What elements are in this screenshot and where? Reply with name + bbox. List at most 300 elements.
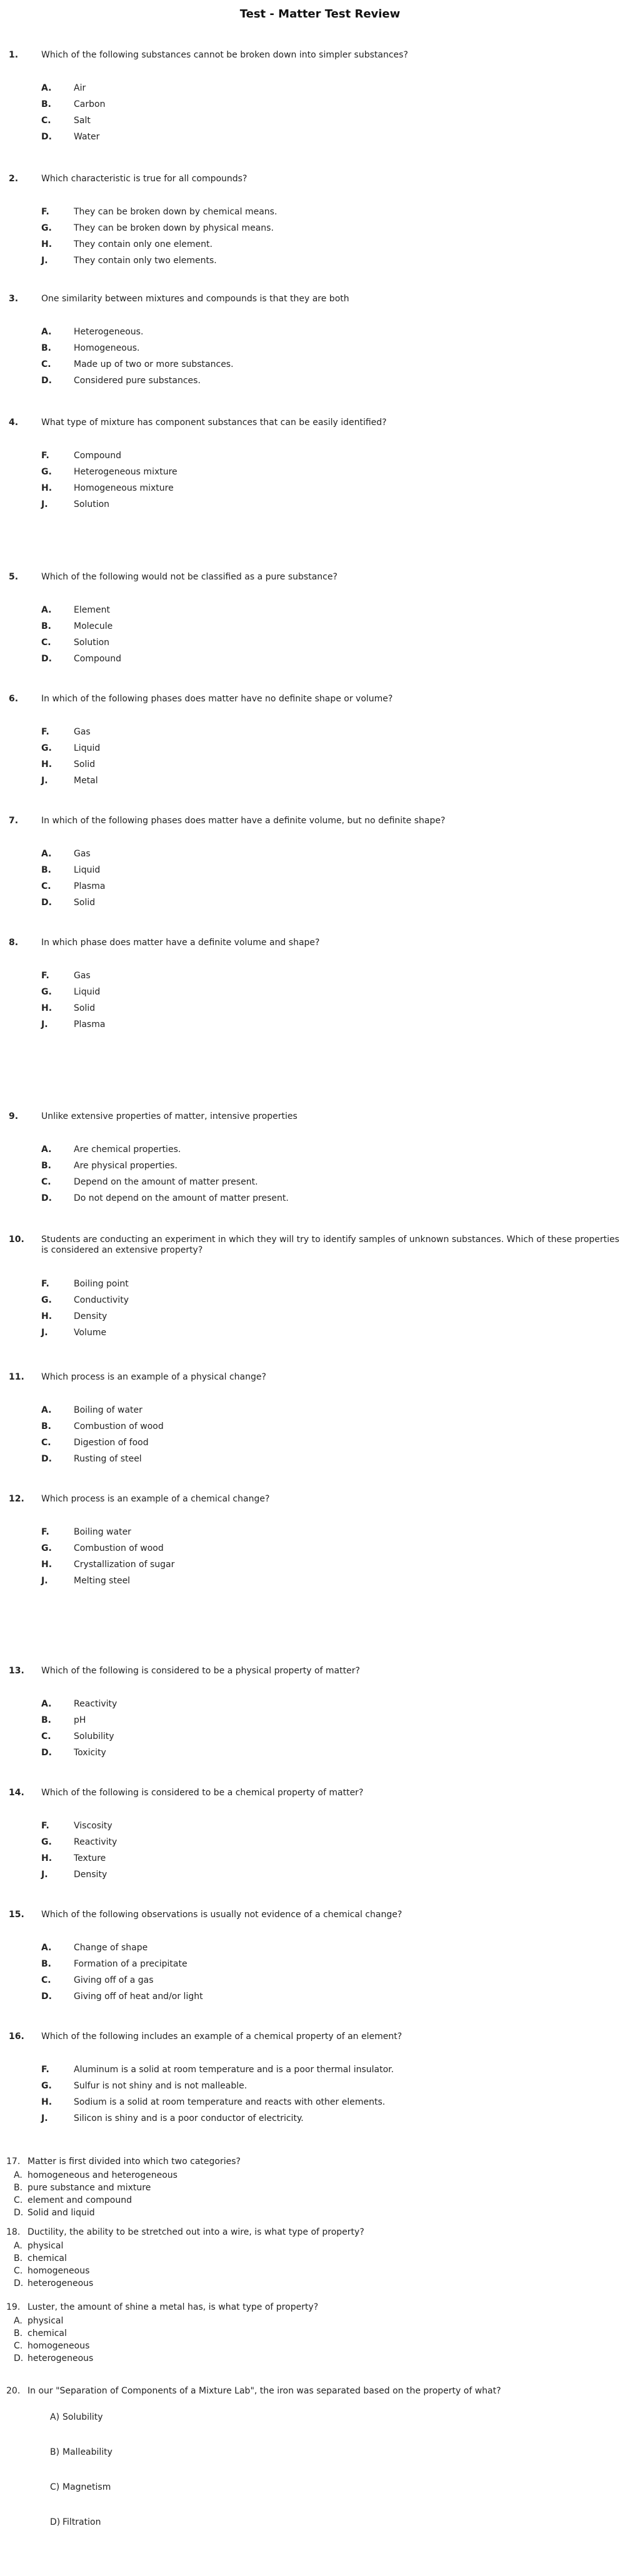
answer-choice [41, 448, 604, 464]
answer-choice [41, 968, 604, 984]
choice-text: Conductivity [74, 1295, 129, 1305]
answer-choice [41, 618, 604, 634]
question-text: Which of the following is considered to be a physical property of matter? [41, 1666, 360, 1676]
choice-letter: H. [41, 759, 52, 769]
choice-letter: H. [41, 1853, 52, 1863]
choice-text: chemical [28, 2328, 67, 2338]
choice-letter: D. [41, 654, 52, 664]
choice-text: Gas [74, 971, 91, 981]
answer-choice [41, 846, 604, 862]
answer-choice [50, 2446, 612, 2481]
choice-letter: G. [41, 467, 52, 477]
choice-text: Giving off of a gas [74, 1975, 154, 1985]
answer-choice [41, 1141, 604, 1158]
choice-letter: D. [41, 132, 52, 142]
answer-choice [41, 324, 604, 340]
choice-text: Molecule [74, 621, 113, 631]
answer-choice [41, 373, 604, 389]
choice-text: Magnetism [62, 2482, 111, 2492]
answer-choice [14, 2315, 576, 2327]
choice-text: Air [74, 83, 86, 93]
choice-letter: A. [41, 1145, 52, 1155]
answer-choice [14, 2194, 576, 2207]
choice-letter: D. [14, 2208, 24, 2218]
choice-text: Liquid [74, 987, 101, 997]
choice-text: Sulfur is not shiny and is not malleable. [74, 2081, 248, 2091]
choice-text: Gas [74, 727, 91, 737]
answer-choice [41, 1174, 604, 1190]
answer-choice [41, 1556, 604, 1573]
answer-choice [41, 1402, 604, 1418]
choice-text: Heterogeneous. [74, 327, 144, 337]
choice-letter: G. [41, 2081, 52, 2091]
answer-choice [41, 1418, 604, 1435]
question-text: Students are conducting an experiment in which they will try to identify samples of unknown substances. Which of these properties is considered an extensive property? [41, 1235, 619, 1255]
choice-text: They contain only one element. [74, 239, 212, 249]
answer-choices [41, 1696, 604, 1761]
question-text: What type of mixture has component substances that can be easily identified? [41, 418, 387, 428]
choice-letter: B. [14, 2253, 23, 2263]
choice-letter: C. [41, 881, 51, 891]
question-number: 14. [9, 1788, 24, 1798]
question-text: One similarity between mixtures and compounds is that they are both [41, 294, 349, 304]
answer-choices [41, 1141, 604, 1206]
choice-text: Solid [74, 898, 96, 908]
answer-choice [14, 2340, 576, 2352]
answer-choice [41, 1818, 604, 1834]
answer-choices [41, 846, 604, 911]
choice-letter: A. [41, 327, 52, 337]
answer-choice [41, 1435, 604, 1451]
answer-choices [41, 80, 604, 145]
choice-text: Boiling point [74, 1279, 129, 1289]
question-number: 19. [6, 2302, 21, 2312]
answer-choice [41, 1451, 604, 1467]
choice-text: Do not depend on the amount of matter present. [74, 1193, 289, 1203]
question-text: In which of the following phases does matter have a definite volume, but no definite shape? [41, 816, 446, 826]
choice-letter: B. [41, 1161, 51, 1171]
choice-letter: F. [41, 207, 49, 217]
question-text: In our "Separation of Components of a Mixture Lab", the iron was separated based on the property of what? [28, 2386, 501, 2396]
question-text: Luster, the amount of shine a metal has, is what type of property? [28, 2302, 319, 2312]
choice-letter: A. [41, 83, 52, 93]
answer-choice [41, 356, 604, 373]
answer-choice [41, 220, 604, 236]
answer-choice [41, 1745, 604, 1761]
choice-text: homogeneous and heterogeneous [28, 2170, 178, 2180]
choice-letter: J. [41, 1576, 48, 1586]
choice-text: physical [28, 2316, 64, 2326]
choice-text: They can be broken down by chemical means. [74, 207, 278, 217]
choice-letter: J. [41, 1020, 48, 1030]
answer-choice [14, 2277, 576, 2290]
question-number: 16. [9, 2032, 24, 2042]
choice-letter: F. [41, 1821, 49, 1831]
choice-letter: A. [41, 1943, 52, 1953]
choice-letter: G. [41, 1295, 52, 1305]
choice-letter: B. [41, 1715, 51, 1725]
answer-choice [14, 2169, 576, 2182]
choice-letter: A. [14, 2241, 22, 2251]
answer-choice [14, 2252, 576, 2265]
answer-choice [41, 1158, 604, 1174]
choice-letter: C) [50, 2482, 60, 2492]
answer-choice [14, 2182, 576, 2194]
answer-choice [41, 1308, 604, 1325]
choice-letter: A. [41, 1699, 52, 1709]
answer-choices [41, 1402, 604, 1467]
choice-text: heterogeneous [28, 2353, 94, 2363]
choice-text: Homogeneous. [74, 343, 140, 353]
choice-letter: J. [41, 1328, 48, 1338]
question-text: Which characteristic is true for all compounds? [41, 174, 248, 184]
question-number: 5. [9, 572, 19, 582]
choice-text: Carbon [74, 99, 106, 109]
question-text: Which of the following would not be classified as a pure substance? [41, 572, 338, 582]
choice-text: Heterogeneous mixture [74, 467, 178, 477]
choice-text: Depend on the amount of matter present. [74, 1177, 258, 1187]
answer-choices [41, 324, 604, 389]
choice-text: Change of shape [74, 1943, 148, 1953]
choice-letter: H. [41, 483, 52, 493]
answer-choices [41, 2062, 604, 2127]
choice-text: Made up of two or more substances. [74, 359, 234, 369]
question-text: Which of the following is considered to be a chemical property of matter? [41, 1788, 364, 1798]
choice-letter: B) [50, 2447, 60, 2457]
choice-text: Salt [74, 116, 91, 126]
question-number: 4. [9, 418, 19, 428]
choice-letter: G. [41, 1543, 52, 1553]
choice-text: Density [74, 1870, 108, 1880]
choice-letter: J. [41, 256, 48, 266]
answer-choice [41, 1540, 604, 1556]
choice-text: element and compound [28, 2195, 132, 2205]
choice-letter: F. [41, 727, 49, 737]
choice-text: Reactivity [74, 1837, 118, 1847]
choice-text: Silicon is shiny and is a poor conductor of electricity. [74, 2113, 304, 2123]
choice-text: pure substance and mixture [28, 2183, 151, 2193]
question-number: 11. [9, 1372, 24, 1382]
question-number: 18. [6, 2227, 21, 2237]
answer-choice [41, 1834, 604, 1850]
choice-text: Rusting of steel [74, 1454, 142, 1464]
choice-letter: J. [41, 776, 48, 786]
page-title: Test - Matter Test Review [239, 8, 401, 21]
answer-choice [41, 984, 604, 1000]
answer-choice [41, 634, 604, 651]
choice-letter: A. [14, 2170, 22, 2180]
answer-choice [41, 96, 604, 113]
answer-choice [41, 2094, 604, 2110]
choice-text: Considered pure substances. [74, 376, 201, 386]
answer-choice [41, 204, 604, 220]
answer-choices [41, 204, 604, 269]
answer-choice [41, 1276, 604, 1292]
answer-choices [41, 1818, 604, 1883]
choice-letter: H. [41, 1560, 52, 1570]
answer-choice [14, 2207, 576, 2219]
choice-letter: D. [41, 1454, 52, 1464]
choice-letter: C. [41, 1177, 51, 1187]
answer-choice [41, 1712, 604, 1728]
answer-choices [41, 1940, 604, 2005]
choice-text: Solubility [74, 1732, 114, 1742]
choice-text: Solid [74, 1003, 96, 1013]
question-number: 2. [9, 174, 19, 184]
choice-text: Texture [74, 1853, 106, 1863]
choice-letter: B. [41, 865, 51, 875]
choice-text: They contain only two elements. [74, 256, 217, 266]
choice-letter: H. [41, 2097, 52, 2107]
choice-letter: A) [50, 2412, 60, 2422]
choice-letter: D. [14, 2278, 24, 2288]
choice-text: Compound [74, 654, 122, 664]
answer-choice [41, 740, 604, 756]
choice-text: They can be broken down by physical means. [74, 223, 274, 233]
choice-letter: B. [41, 621, 51, 631]
choice-letter: H. [41, 1003, 52, 1013]
choice-letter: F. [41, 451, 49, 461]
choice-text: Solution [74, 499, 110, 509]
choice-text: Boiling water [74, 1527, 131, 1537]
choice-text: Solid [74, 759, 96, 769]
choice-text: Combustion of wood [74, 1421, 164, 1431]
answer-choice [41, 862, 604, 878]
answer-choice [41, 253, 604, 269]
choice-text: Liquid [74, 865, 101, 875]
question-number: 10. [9, 1235, 24, 1245]
choice-text: Solubility [62, 2412, 103, 2422]
answer-choices [50, 2411, 612, 2551]
question-number: 17. [6, 2157, 21, 2167]
choice-letter: A. [41, 1405, 52, 1415]
answer-choice [41, 1988, 604, 2005]
choice-letter: B. [41, 1421, 51, 1431]
choice-letter: C. [41, 1438, 51, 1448]
answer-choice [41, 1000, 604, 1016]
question-text: Which process is an example of a chemical change? [41, 1494, 270, 1504]
answer-choice [41, 480, 604, 496]
answer-choice [41, 1972, 604, 1988]
choice-letter: G. [41, 743, 52, 753]
choice-letter: C. [41, 638, 51, 648]
answer-choices [14, 2169, 576, 2219]
choice-letter: A. [41, 605, 52, 615]
answer-choice [14, 2240, 576, 2252]
question-number: 15. [9, 1910, 24, 1920]
choice-text: homogeneous [28, 2341, 90, 2351]
answer-choice [41, 1867, 604, 1883]
question-text: Ductility, the ability to be stretched out into a wire, is what type of property? [28, 2227, 364, 2237]
choice-text: Boiling of water [74, 1405, 142, 1415]
choice-letter: C. [14, 2341, 23, 2351]
choice-text: Metal [74, 776, 98, 786]
answer-choice [41, 236, 604, 253]
choice-letter: G. [41, 223, 52, 233]
answer-choice [41, 1190, 604, 1206]
question-number: 9. [9, 1111, 19, 1121]
choice-text: Homogeneous mixture [74, 483, 174, 493]
choice-letter: F. [41, 1527, 49, 1537]
choice-text: homogeneous [28, 2266, 90, 2276]
answer-choice [41, 113, 604, 129]
choice-text: Are chemical properties. [74, 1145, 181, 1155]
choice-text: Solution [74, 638, 110, 648]
answer-choice [41, 1728, 604, 1745]
choice-text: Liquid [74, 743, 101, 753]
answer-choice [41, 1573, 604, 1589]
choice-text: Giving off of heat and/or light [74, 1992, 203, 2002]
answer-choice [41, 1524, 604, 1540]
answer-choice [14, 2327, 576, 2340]
choice-text: Gas [74, 849, 91, 859]
answer-choice [41, 340, 604, 356]
choice-text: Plasma [74, 1020, 106, 1030]
choice-letter: J. [41, 2113, 48, 2123]
answer-choice [41, 2062, 604, 2078]
answer-choice [41, 1325, 604, 1341]
choice-letter: D. [41, 898, 52, 908]
answer-choice [41, 651, 604, 667]
choice-letter: B. [14, 2328, 23, 2338]
answer-choice [50, 2411, 612, 2446]
choice-letter: C. [41, 1975, 51, 1985]
answer-choice [41, 1940, 604, 1956]
choice-letter: B. [14, 2183, 23, 2193]
answer-choice [41, 773, 604, 789]
choice-letter: C. [41, 116, 51, 126]
answer-choice [41, 1956, 604, 1972]
choice-letter: C. [14, 2195, 23, 2205]
choice-text: Aluminum is a solid at room temperature and is a poor thermal insulator. [74, 2065, 394, 2075]
question-text: Which process is an example of a physical change? [41, 1372, 266, 1382]
choice-letter: D. [41, 1193, 52, 1203]
choice-letter: F. [41, 2065, 49, 2075]
choice-text: Volume [74, 1328, 107, 1338]
question-number: 7. [9, 816, 19, 826]
choice-text: Filtration [62, 2517, 101, 2527]
answer-choice [41, 1016, 604, 1033]
choice-text: Formation of a precipitate [74, 1959, 188, 1969]
choice-letter: H. [41, 1311, 52, 1321]
choice-text: Viscosity [74, 1821, 112, 1831]
question-number: 8. [9, 938, 19, 948]
answer-choices [41, 1276, 604, 1341]
choice-text: Compound [74, 451, 122, 461]
choice-text: Sodium is a solid at room temperature and reacts with other elements. [74, 2097, 386, 2107]
choice-text: Reactivity [74, 1699, 118, 1709]
choice-letter: J. [41, 1870, 48, 1880]
question-text: Which of the following observations is usually not evidence of a chemical change? [41, 1910, 402, 1920]
choice-letter: C. [41, 359, 51, 369]
choice-letter: D. [14, 2353, 24, 2363]
question-number: 6. [9, 694, 19, 704]
choice-letter: C. [41, 1732, 51, 1742]
answer-choice [41, 895, 604, 911]
answer-choice [50, 2481, 612, 2516]
answer-choices [41, 968, 604, 1033]
answer-choice [41, 129, 604, 145]
choice-text: chemical [28, 2253, 67, 2263]
answer-choice [41, 724, 604, 740]
choice-letter: D. [41, 1992, 52, 2002]
answer-choices [14, 2315, 576, 2365]
question-number: 20. [6, 2386, 21, 2396]
choice-letter: B. [41, 1959, 51, 1969]
choice-text: Digestion of food [74, 1438, 149, 1448]
answer-choice [41, 602, 604, 618]
choice-text: pH [74, 1715, 86, 1725]
choice-letter: D. [41, 1748, 52, 1758]
choice-letter: C. [14, 2266, 23, 2276]
choice-letter: G. [41, 987, 52, 997]
choice-text: Plasma [74, 881, 106, 891]
answer-choice [41, 464, 604, 480]
choice-text: Melting steel [74, 1576, 131, 1586]
choice-letter: F. [41, 971, 49, 981]
answer-choice [41, 1696, 604, 1712]
choice-letter: A. [41, 849, 52, 859]
question-number: 1. [9, 50, 19, 60]
question-text: Which of the following substances cannot be broken down into simpler substances? [41, 50, 408, 60]
choice-text: Combustion of wood [74, 1543, 164, 1553]
answer-choices [14, 2240, 576, 2290]
question-number: 3. [9, 294, 19, 304]
answer-choice [41, 2110, 604, 2127]
answer-choices [41, 602, 604, 667]
choice-letter: B. [41, 99, 51, 109]
answer-choice [41, 756, 604, 773]
choice-text: physical [28, 2241, 64, 2251]
choice-letter: H. [41, 239, 52, 249]
choice-letter: B. [41, 343, 51, 353]
answer-choice [41, 2078, 604, 2094]
answer-choices [41, 1524, 604, 1589]
answer-choice [50, 2516, 612, 2551]
question-number: 13. [9, 1666, 24, 1676]
answer-choice [14, 2352, 576, 2365]
answer-choices [41, 724, 604, 789]
choice-letter: J. [41, 499, 48, 509]
question-text: Which of the following includes an example of a chemical property of an element? [41, 2032, 402, 2042]
answer-choice [41, 1292, 604, 1308]
question-text: In which of the following phases does matter have no definite shape or volume? [41, 694, 393, 704]
question-text: Matter is first divided into which two categories? [28, 2157, 241, 2167]
choice-letter: A. [14, 2316, 22, 2326]
answer-choice [41, 80, 604, 96]
answer-choice [41, 1850, 604, 1867]
choice-text: heterogeneous [28, 2278, 94, 2288]
choice-text: Are physical properties. [74, 1161, 178, 1171]
question-number: 12. [9, 1494, 24, 1504]
choice-text: Water [74, 132, 100, 142]
choice-letter: D) [50, 2517, 61, 2527]
choice-text: Crystallization of sugar [74, 1560, 175, 1570]
answer-choice [41, 496, 604, 513]
choice-text: Malleability [62, 2447, 112, 2457]
choice-text: Density [74, 1311, 108, 1321]
choice-letter: G. [41, 1837, 52, 1847]
choice-letter: D. [41, 376, 52, 386]
answer-choices [41, 448, 604, 513]
question-text: Unlike extensive properties of matter, intensive properties [41, 1111, 298, 1121]
choice-text: Element [74, 605, 110, 615]
answer-choice [41, 878, 604, 895]
choice-text: Solid and liquid [28, 2208, 95, 2218]
choice-text: Toxicity [74, 1748, 106, 1758]
answer-choice [14, 2265, 576, 2277]
choice-letter: F. [41, 1279, 49, 1289]
